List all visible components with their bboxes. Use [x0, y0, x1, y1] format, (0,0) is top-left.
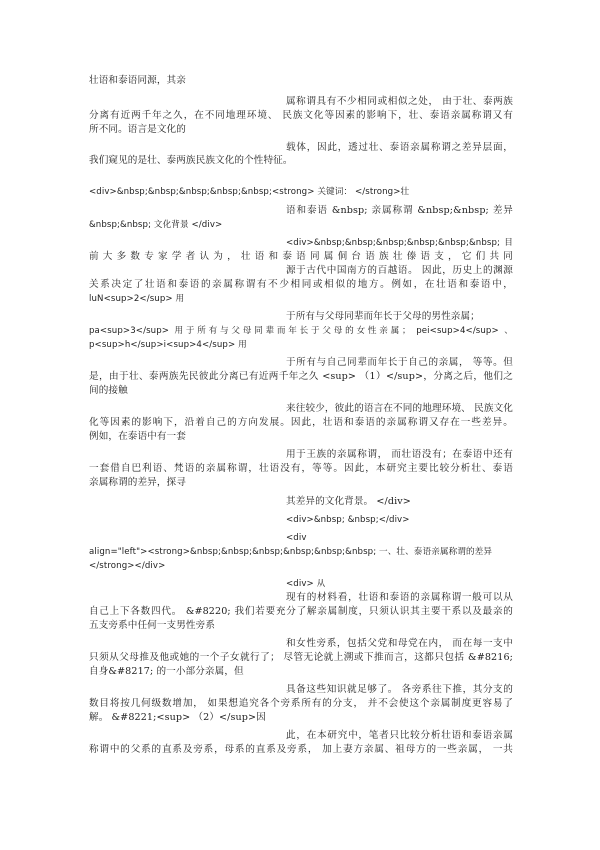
- text-line: luN<sup>2</sup> 用: [89, 294, 185, 304]
- text-line: p<sup>h</sup>i<sup>4</sup> 用: [89, 340, 247, 350]
- text-line: 只须从父母推及他或她的一个子女就行了； 尽管无论就上溯或下推而言，这都只包括 &#8216;: [89, 652, 513, 663]
- text-line: <div>&nbsp; &nbsp;</div>: [286, 515, 410, 525]
- text-line: 关系决定了壮语和泰语的亲属称谓有不少相同或相似的地方。例如，在壮语和泰语中，: [89, 279, 513, 290]
- text-line: 此，在本研究中，笔者只比较分析壮语和泰语亲属: [286, 730, 513, 741]
- text-line: 称谓中的父系的直系及旁系，母系的直系及旁系， 加上妻方亲属、祖母方的一些亲属， 一共: [89, 744, 513, 755]
- text-line: pa<sup>3</sup> 用于所有与父母同辈而年长于父母的女性亲属； pei<sup>4</sup> 、: [89, 326, 513, 336]
- text-line: 于所有与自己同辈而年长于自己的亲属， 等等。但: [286, 357, 513, 368]
- text-line: align="left"><strong>&nbsp;&nbsp;&nbsp;&nbsp;&nbsp;&nbsp; 一、壮、泰语亲属称谓的差异: [89, 547, 493, 557]
- text-line: 所不同。语言是文化的: [89, 124, 186, 135]
- text-line: 亲属称谓的差异，探寻: [89, 477, 186, 488]
- text-line: 解。 &#8221;<sup> （2）</sup>因: [89, 712, 266, 723]
- text-line: <div>&nbsp;&nbsp;&nbsp;&nbsp;&nbsp;<strong> 关键词： </strong>壮: [89, 187, 410, 197]
- text-line: 五支旁系中任何一支男性旁系: [89, 620, 216, 631]
- text-line: 来往较少，彼此的语言在不同的地理环境、 民族文化: [286, 403, 513, 414]
- text-line: 用于王族的亲属称谓， 而壮语没有；在泰语中还有: [286, 449, 513, 460]
- text-line: 化等因素的影响下，沿着自己的方向发展。因此，壮语和泰语的亲属称谓又存在一些差异。: [89, 417, 513, 428]
- text-line: 和女性旁系，包括父党和母党在内， 而在每一支中: [286, 638, 513, 649]
- text-line: 载体，因此，透过壮、泰语亲属称谓之差异层面，: [286, 142, 513, 153]
- text-line: 属称谓具有不少相同或相似之处， 由于壮、泰两族: [286, 96, 513, 107]
- text-line: <div: [286, 533, 307, 543]
- text-line: 一套借自巴利语、梵语的亲属称谓，壮语没有，等等。因此，本研究主要比较分析壮、泰语: [89, 463, 513, 474]
- text-line: 例如，在泰语中有一套: [89, 431, 186, 442]
- text-line: 数目将按几何级数增加， 如果想追究各个旁系所有的分支， 并不会使这个亲属制度更容易了: [89, 698, 513, 709]
- text-line: 间的接触: [89, 385, 128, 396]
- text-line: 语和泰语 &nbsp; 亲属称谓 &nbsp;&nbsp; 差异: [286, 205, 513, 216]
- text-line: &nbsp;&nbsp; 文化背景 </div>: [89, 220, 223, 230]
- text-line: 于所有与父母同辈而年长于父母的男性亲属；: [286, 311, 480, 322]
- text-line: 壮语和泰语同源，其亲: [89, 75, 186, 86]
- text-line: 自身&#8217; 的一小部分亲属，但: [89, 666, 244, 677]
- text-line: <div>&nbsp;&nbsp;&nbsp;&nbsp;&nbsp;&nbsp; 目: [286, 238, 513, 248]
- text-line: <div> 从: [286, 579, 326, 589]
- text-line: 我们窥见的是壮、泰两族民族文化的个性特征。: [89, 155, 293, 166]
- text-line: 其差异的文化背景。 </div>: [286, 496, 411, 507]
- text-line: 前大多数专家学者认为，壮语和泰语同属侗台语族壮傣语支，它们共同: [89, 251, 513, 262]
- text-line: </strong></div>: [89, 561, 166, 571]
- text-line: 分离有近两千年之久，在不同地理环境、 民族文化等因素的影响下，壮、泰语亲属称谓又有: [89, 110, 513, 121]
- text-line: 是，由于壮、泰两族先民彼此分离已有近两千年之久 <sup> （1）</sup>，分离之后，他们之: [89, 371, 513, 382]
- text-line: 自己上下各数四代。 &#8220; 我们若要充分了解亲属制度，只须认识其主要干系以及最亲的: [89, 606, 513, 617]
- text-line: 具备这些知识就足够了。 各旁系往下推，其分支的: [286, 684, 513, 695]
- text-line: 源于古代中国南方的百越语。 因此，历史上的渊源: [286, 265, 513, 276]
- text-line: 现有的材料看，壮语和泰语的亲属称谓一般可以从: [286, 592, 513, 603]
